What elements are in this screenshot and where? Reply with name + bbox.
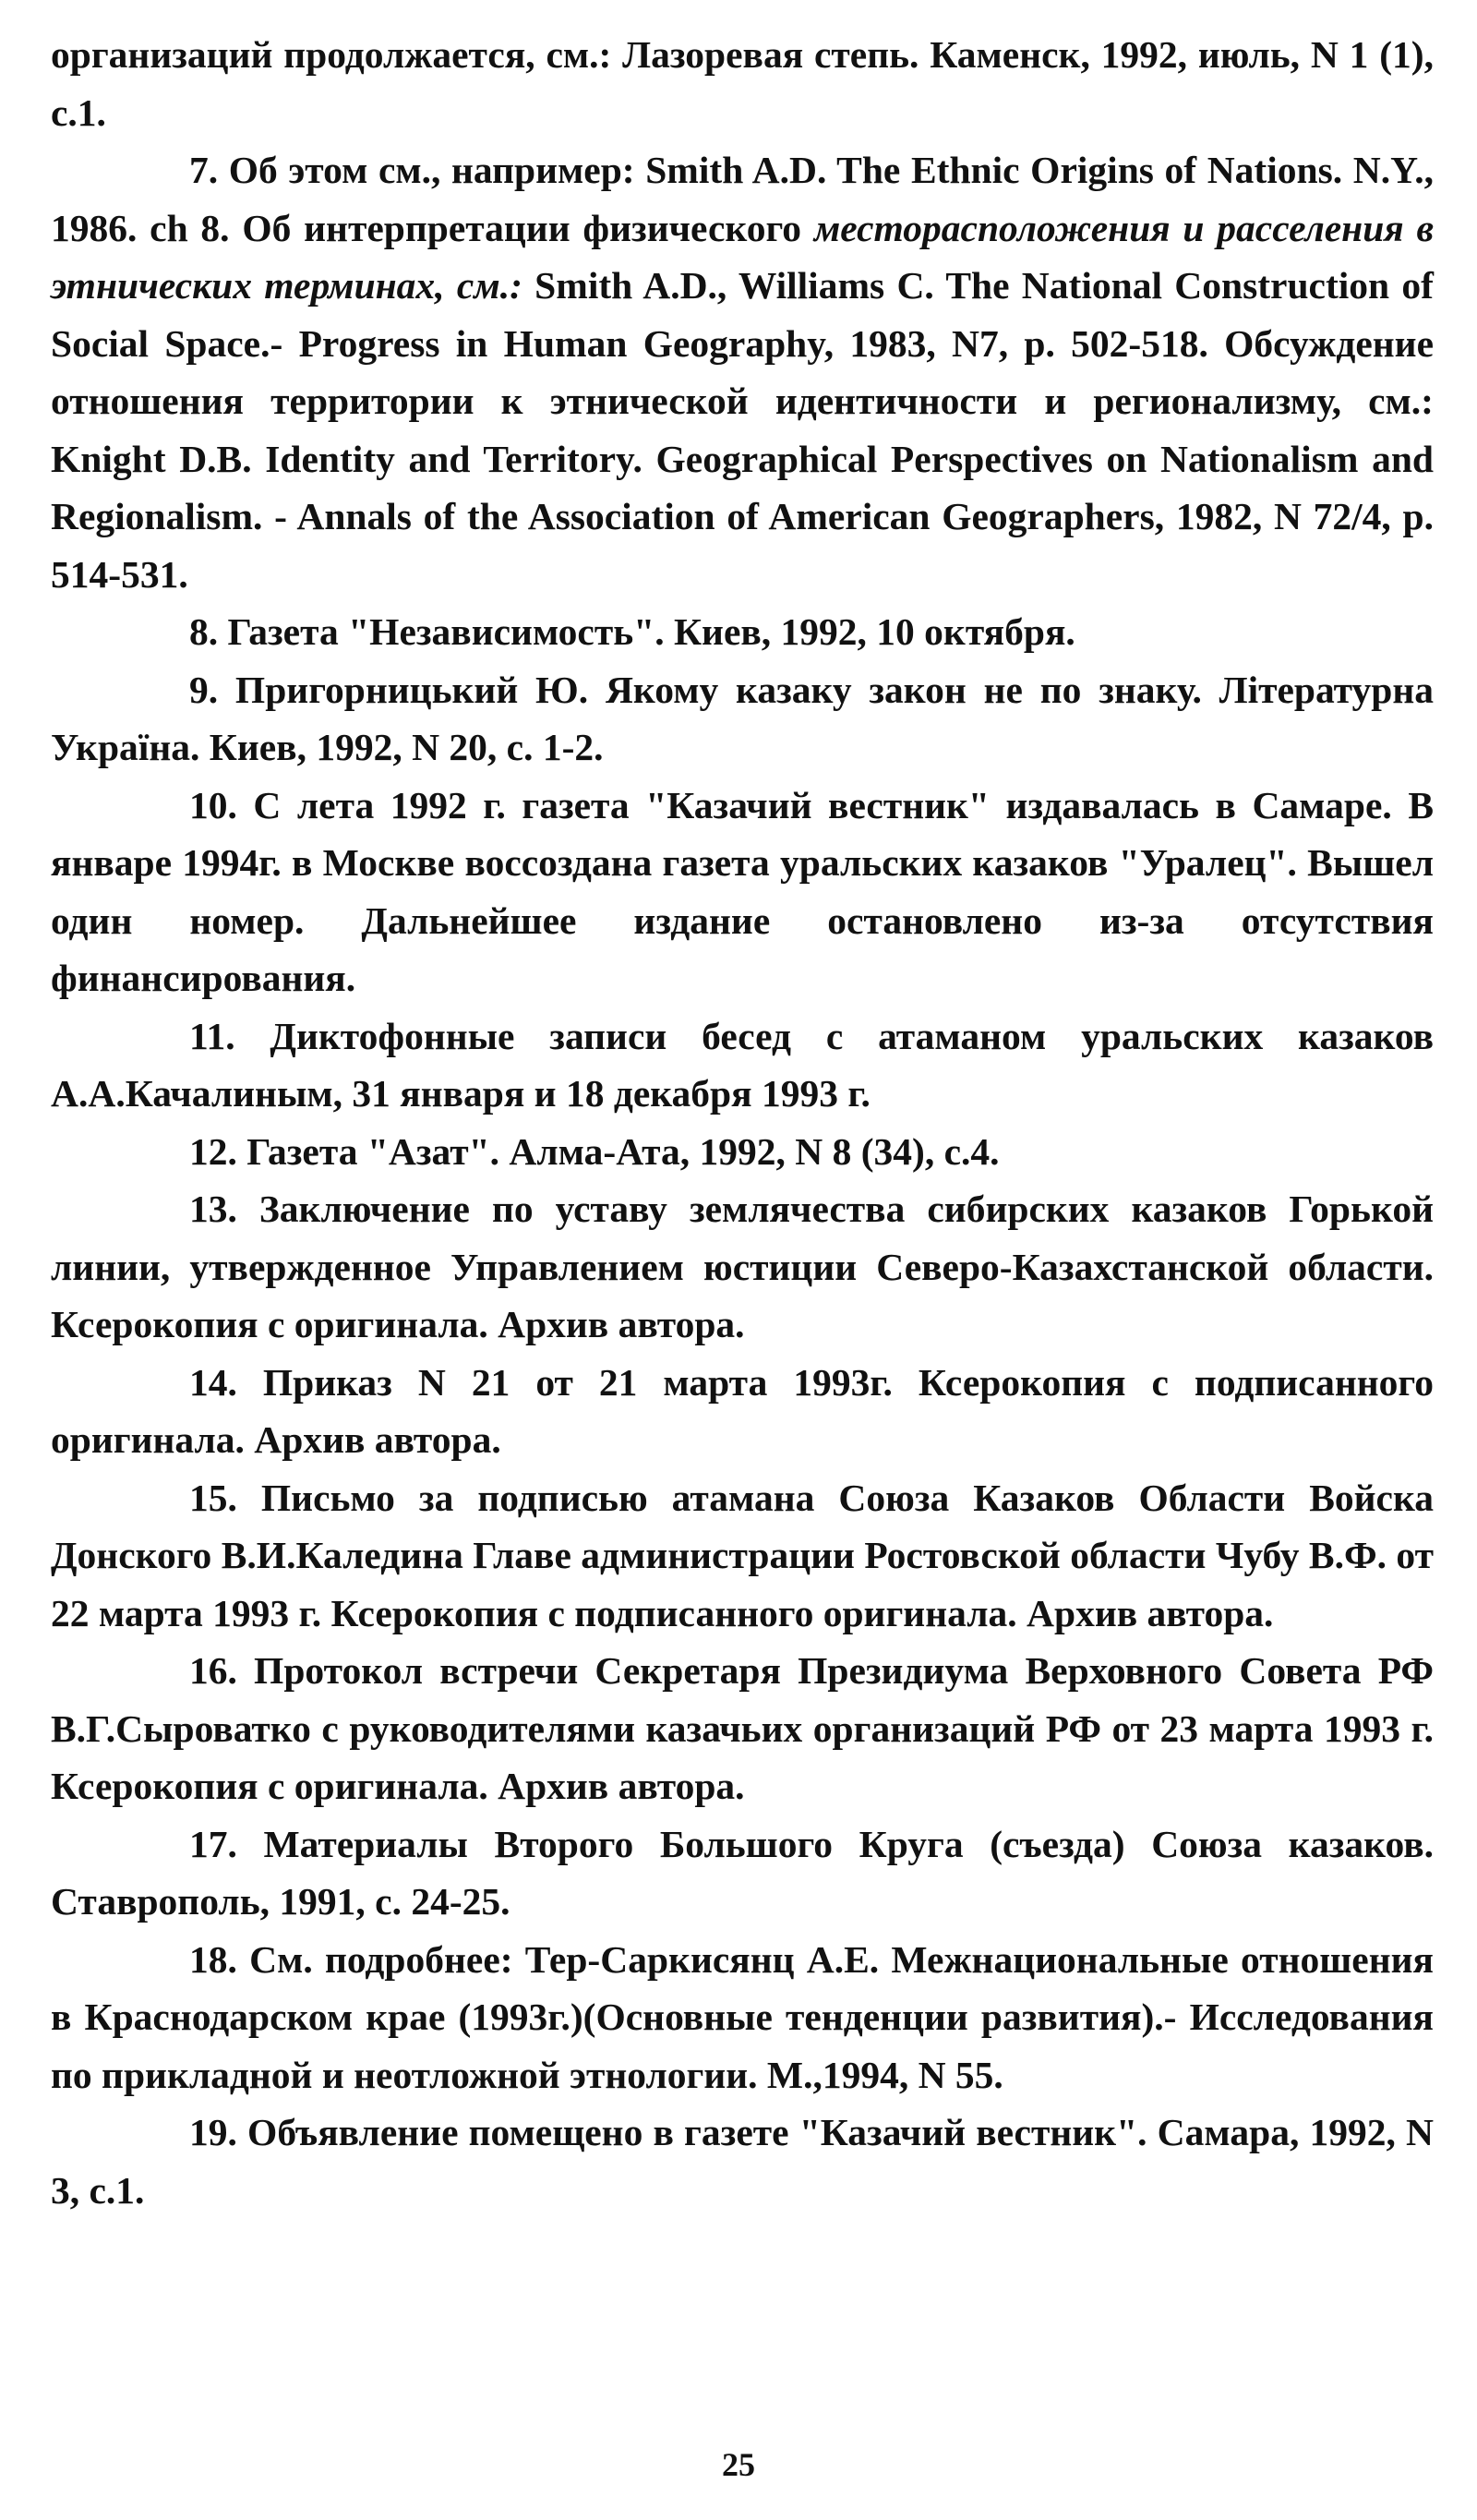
footnote-7 [51,141,1434,603]
document-body [51,26,1434,2219]
footnote-7-part-1: 7. Об этом см., например: Smith A.D. The Ethnic Origins of Nations. N.Y., 1986. ch 8. Об интерпретации физического [51,149,1434,249]
footnote-11: 11. Диктофонные записи бесед с атаманом уральских казаков А.А.Качалиным, 31 января и 18 декабря 1993 г. [51,1014,1434,1115]
footnote-12: 12. Газета "Азат". Алма-Ата, 1992, N 8 (34), с.4. [189,1129,1000,1173]
footnote-9: 9. Пригорницький Ю. Якому казаку закон не по знаку. Літературна Україна. Киев, 1992, N 20, с. 1-2. [51,668,1434,768]
footnote-15: 15. Письмо за подписью атамана Союза Казаков Области Войска Донского В.И.Каледина Главе администрации Ростовской области Чубу В.Ф. от 22 марта 1993 г. Ксерокопия с подписанного оригинала. Архив автора. [51,1476,1434,1634]
footnote-19: 19. Объявление помещено в газете "Казачий вестник". Самара, 1992, N 3, с.1. [51,2111,1434,2212]
footnote-14: 14. Приказ N 21 от 21 марта 1993г. Ксерокопия с подписанного оригинала. Архив автора. [51,1360,1434,1461]
footnote-continuation: организаций продолжается, см.: Лазоревая степь. Каменск, 1992, июль, N 1 (1), с.1. [51,33,1434,134]
footnote-17: 17. Материалы Второго Большого Круга (съезда) Союза казаков. Ставрополь, 1991, с. 24-25. [51,1822,1434,1923]
footnote-7-part-3: Smith A.D., Williams C. The National Construction of Social Space.- Progress in Human Geography, 1983, N7, p. 502-518. Обсуждение отношения территории к этнической идентичности и регионализму, см.: Knight D.B. Identity and Territory. Geographical Perspectives on Nationalism and Regionalism. - Annals of the Association of American Geographers, 1982, N 72/4, p. 514-531. [51,264,1434,596]
page-number: 25 [722,2446,755,2483]
footnote-7-italic-part: месторасположения и расселения в этнических терминах, см.: [51,206,1434,307]
footnote-10: 10. С лета 1992 г. газета "Казачий вестник" издавалась в Самаре. В январе 1994г. в Москве воссоздана газета уральских казаков "Уралец". Вышел один номер. Дальнейшее издание остановлено из-за отсутствия финансирования. [51,783,1434,999]
footnote-8: 8. Газета "Независимость". Киев, 1992, 10 октября. [189,610,1075,653]
footnote-16: 16. Протокол встречи Секретаря Президиума Верховного Совета РФ В.Г.Сыроватко с руководителями казачьих организаций РФ от 23 марта 1993 г. Ксерокопия с оригинала. Архив автора. [51,1649,1434,1807]
footnote-18: 18. См. подробнее: Тер-Саркисянц А.Е. Межнациональные отношения в Краснодарском крае (1993г.)(Основные тенденции развития).- Исследования по прикладной и неотложной этнологии. М.,1994, N 55. [51,1937,1434,2096]
footnote-13: 13. Заключение по уставу землячества сибирских казаков Горькой линии, утвержденное Управлением юстиции Северо-Казахстанской области. Ксерокопия с оригинала. Архив автора. [51,1188,1434,1345]
